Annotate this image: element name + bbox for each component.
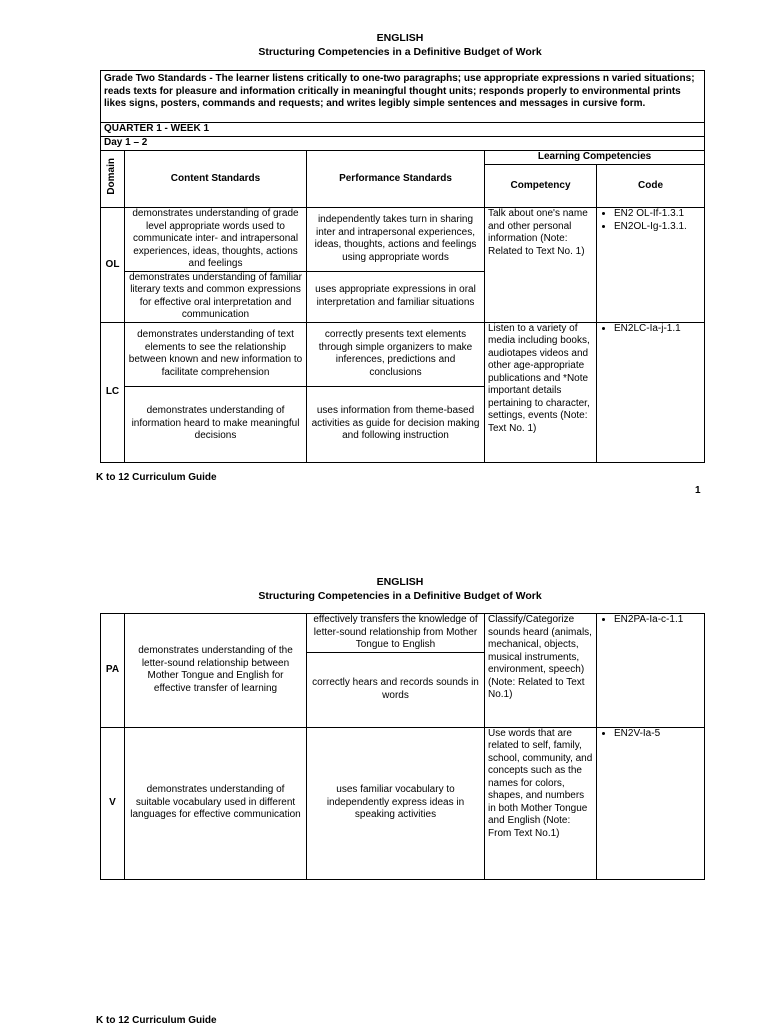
lc-codes — [597, 322, 705, 462]
page-number: 1 — [695, 485, 701, 496]
page2-footer: K to 12 Curriculum Guide — [96, 1015, 217, 1026]
ol-competency: Talk about one's name and other personal information (Note: Related to Text No. 1) — [485, 208, 597, 323]
page1-footer: K to 12 Curriculum Guide — [96, 472, 217, 483]
ol-performance-standard-1: independently takes turn in sharing inter and intrapersonal experiences, ideas, thoughts, actions and feelings using appropriate words — [307, 208, 485, 272]
lc-content-standard-1: demonstrates understanding of text elements to see the relationship between known and new information to facilitate comprehension — [125, 322, 307, 386]
lc-content-standard-2: demonstrates understanding of information heard to make meaningful decisions — [125, 386, 307, 462]
ol-performance-standard-2: uses appropriate expressions in oral interpretation and familiar situations — [307, 271, 485, 322]
ol-content-standard-1: demonstrates understanding of grade level appropriate words used to communicate inter- and intrapersonal experiences, ideas, thoughts, actions and feelings — [125, 208, 307, 272]
pa-codes — [597, 614, 705, 728]
performance-standards-header: Performance Standards — [307, 151, 485, 208]
lc-performance-standard-2: uses information from theme-based activities as guide for decision making and following instruction — [307, 386, 485, 462]
domain-pa: PA — [101, 614, 125, 728]
domain-header-cell — [101, 151, 125, 208]
pa-performance-standard-1: effectively transfers the knowledge of letter-sound relationship from Mother Tongue to English — [307, 614, 485, 653]
v-codes — [597, 727, 705, 879]
pa-performance-standard-2: correctly hears and records sounds in words — [307, 652, 485, 727]
lc-code-item: • EN2LC-Ia-j-1.1 — [614, 323, 701, 336]
pa-code-item: • EN2PA-Ia-c-1.1 — [614, 614, 701, 627]
content-standards-header: Content Standards — [125, 151, 307, 208]
quarter-label: QUARTER 1 - WEEK 1 — [101, 123, 705, 137]
code-header: Code — [597, 165, 705, 208]
v-code-item: • EN2V-Ia-5 — [614, 728, 701, 741]
ol-code-item: • EN2OL-Ig-1.3.1. — [614, 221, 701, 234]
page1-title: ENGLISH — [376, 32, 424, 44]
page2-header — [0, 575, 768, 603]
page2-subtitle: Structuring Competencies in a Definitive Budget of Work — [258, 590, 542, 602]
domain-v: V — [101, 727, 125, 879]
page2-table — [100, 613, 705, 880]
page1-header — [0, 31, 768, 59]
learning-competencies-header: Learning Competencies — [485, 151, 705, 165]
lc-competency: Listen to a variety of media including books, audiotapes videos and other age-appropriate publications and *Note important details pertaining to character, settings, events (Note: Text No. 1) — [485, 322, 597, 462]
competency-header: Competency — [485, 165, 597, 208]
page1-table — [100, 70, 705, 463]
domain-lc: LC — [101, 322, 125, 462]
pa-competency: Classify/Categorize sounds heard (animals, mechanical, objects, musical instruments, environment, speech) (Note: Related to Text No.1) — [485, 614, 597, 728]
domain-ol: OL — [101, 208, 125, 323]
lc-performance-standard-1: correctly presents text elements through simple organizers to make inferences, predictions and conclusions — [307, 322, 485, 386]
grade-standards: Grade Two Standards - The learner listens critically to one-two paragraphs; use appropriate expressions n varied situations; reads texts for pleasure and information critically in meaningful thought units; responds properly to environmental prints likes signs, posters, commands and requests; and writes legibly simple sentences and messages in cursive form. — [101, 71, 705, 123]
page2-title: ENGLISH — [376, 576, 424, 588]
ol-content-standard-2: demonstrates understanding of familiar literary texts and common expressions for effective oral interpretation and communication — [125, 271, 307, 322]
domain-header: Domain — [106, 158, 118, 196]
v-performance-standard: uses familiar vocabulary to independently express ideas in speaking activities — [307, 727, 485, 879]
v-content-standard: demonstrates understanding of suitable vocabulary used in different languages for effective communication — [125, 727, 307, 879]
day-label: Day 1 – 2 — [101, 137, 705, 151]
ol-code-item: • EN2 OL-If-1.3.1 — [614, 208, 701, 221]
ol-codes — [597, 208, 705, 323]
pa-content-standard: demonstrates understanding of the letter-sound relationship between Mother Tongue and English for effective transfer of learning — [125, 614, 307, 728]
page1-subtitle: Structuring Competencies in a Definitive Budget of Work — [258, 46, 542, 58]
v-competency: Use words that are related to self, family, school, community, and concepts such as the names for colors, shapes, and numbers in both Mother Tongue and English (Note: From Text No.1) — [485, 727, 597, 879]
